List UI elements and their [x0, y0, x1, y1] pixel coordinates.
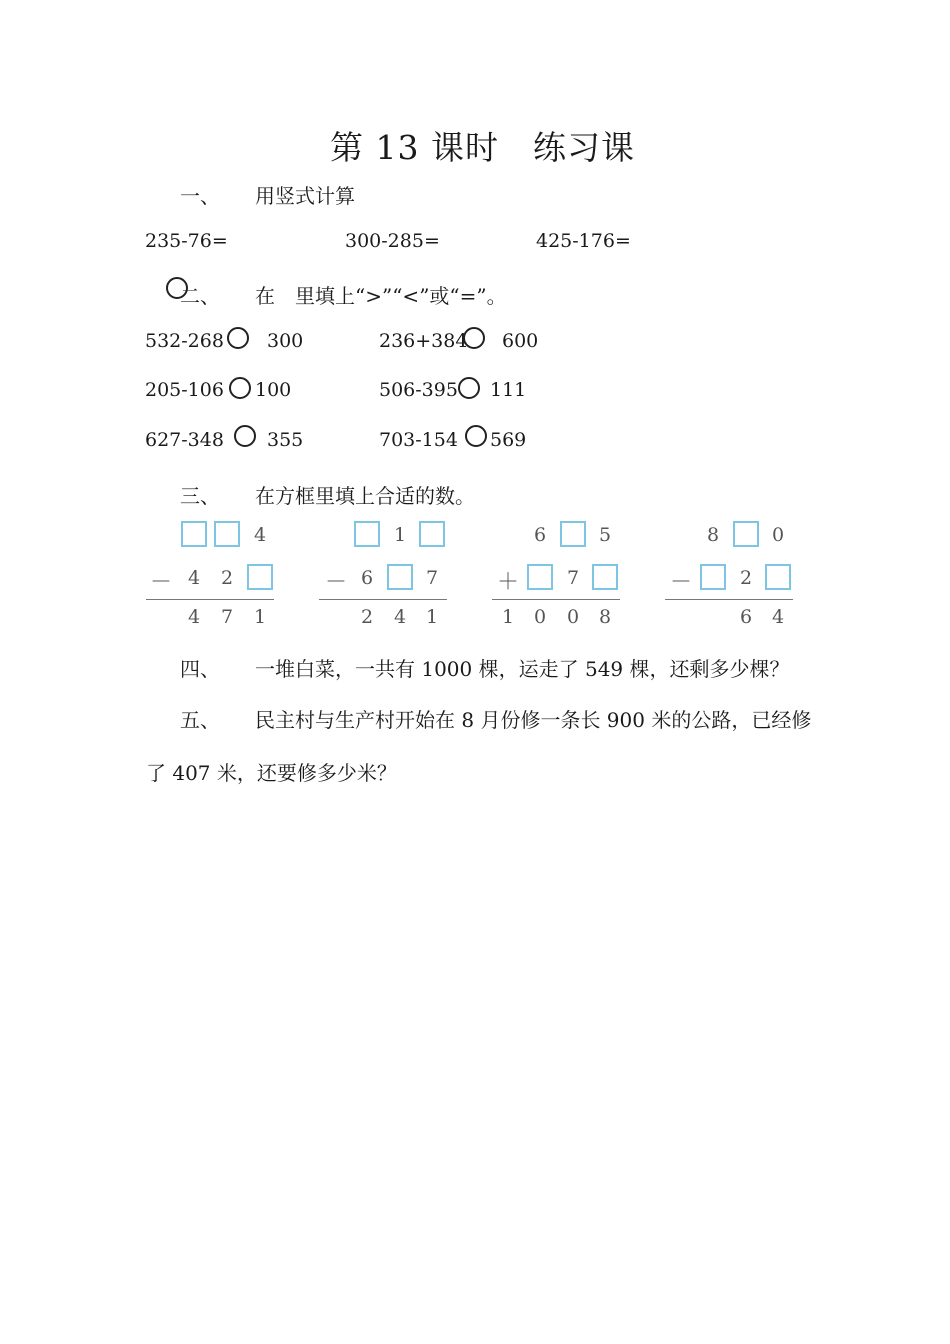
operator: －	[670, 570, 693, 595]
answer-box[interactable]	[354, 521, 380, 547]
compare-circle[interactable]	[465, 425, 487, 447]
compare-left: 205-106	[145, 379, 224, 401]
digit: 2	[739, 567, 753, 589]
answer-box[interactable]	[419, 521, 445, 547]
digit: 1	[393, 524, 407, 546]
compare-circle[interactable]	[234, 425, 256, 447]
compare-left: 532-268	[145, 330, 224, 352]
compare-left: 703-154	[379, 429, 458, 451]
section-2-label: 在 里填上“>”“<”或“=”。	[255, 284, 507, 308]
compare-left: 627-348	[145, 429, 224, 451]
compare-circle[interactable]	[463, 327, 485, 349]
sum-line	[319, 599, 447, 600]
section-1-label: 用竖式计算	[255, 184, 355, 208]
answer-box[interactable]	[247, 564, 273, 590]
section-1-number: 一、	[180, 184, 220, 208]
digit: 1	[253, 606, 267, 628]
digit: 7	[425, 567, 439, 589]
answer-box[interactable]	[181, 521, 207, 547]
compare-right: 111	[490, 379, 527, 401]
digit: 4	[253, 524, 267, 546]
answer-box[interactable]	[214, 521, 240, 547]
section-3-label: 在方框里填上合适的数。	[255, 484, 475, 508]
digit: 1	[425, 606, 439, 628]
section-2-number: 二、	[180, 284, 220, 308]
section-5-line-2: 了 407 米，还要修多少米？	[146, 761, 397, 785]
answer-box[interactable]	[387, 564, 413, 590]
section-5-number: 五、	[180, 708, 220, 732]
answer-box[interactable]	[592, 564, 618, 590]
compare-right: 569	[490, 429, 527, 451]
compare-right: 300	[267, 330, 304, 352]
sum-line	[492, 599, 620, 600]
problem-2: 300-285=	[345, 230, 440, 252]
digit: 2	[360, 606, 374, 628]
digit: 5	[598, 524, 612, 546]
compare-left: 506-395	[379, 379, 458, 401]
page-title: 第 13 课时 练习课	[330, 128, 635, 167]
compare-right: 600	[502, 330, 539, 352]
sum-line	[665, 599, 793, 600]
digit: 6	[739, 606, 753, 628]
compare-circle[interactable]	[458, 377, 480, 399]
section-4-number: 四、	[180, 657, 220, 681]
section-4-text: 一堆白菜，一共有 1000 棵，运走了 549 棵，还剩多少棵？	[255, 657, 790, 681]
compare-circle[interactable]	[229, 377, 251, 399]
digit: 8	[706, 524, 720, 546]
compare-right: 100	[255, 379, 292, 401]
compare-circle[interactable]	[227, 327, 249, 349]
section-3-number: 三、	[180, 484, 220, 508]
digit: 7	[566, 567, 580, 589]
digit: 2	[220, 567, 234, 589]
operator: ＋	[497, 570, 520, 595]
digit: 4	[393, 606, 407, 628]
answer-box[interactable]	[560, 521, 586, 547]
digit: 6	[360, 567, 374, 589]
problem-3: 425-176=	[536, 230, 631, 252]
problem-1: 235-76=	[145, 230, 228, 252]
digit: 0	[533, 606, 547, 628]
answer-box[interactable]	[527, 564, 553, 590]
operator: －	[325, 570, 348, 595]
digit: 4	[187, 567, 201, 589]
answer-box[interactable]	[765, 564, 791, 590]
digit: 4	[771, 606, 785, 628]
operator: －	[150, 570, 173, 595]
digit: 4	[187, 606, 201, 628]
section-5-line-1: 民主村与生产村开始在 8 月份修一条长 900 米的公路，已经修	[255, 708, 812, 732]
digit: 0	[771, 524, 785, 546]
answer-box[interactable]	[733, 521, 759, 547]
answer-box[interactable]	[700, 564, 726, 590]
compare-right: 355	[267, 429, 304, 451]
digit: 8	[598, 606, 612, 628]
digit: 0	[566, 606, 580, 628]
digit: 6	[533, 524, 547, 546]
digit: 1	[501, 606, 515, 628]
digit: 7	[220, 606, 234, 628]
compare-left: 236+384	[379, 330, 468, 352]
sum-line	[146, 599, 274, 600]
